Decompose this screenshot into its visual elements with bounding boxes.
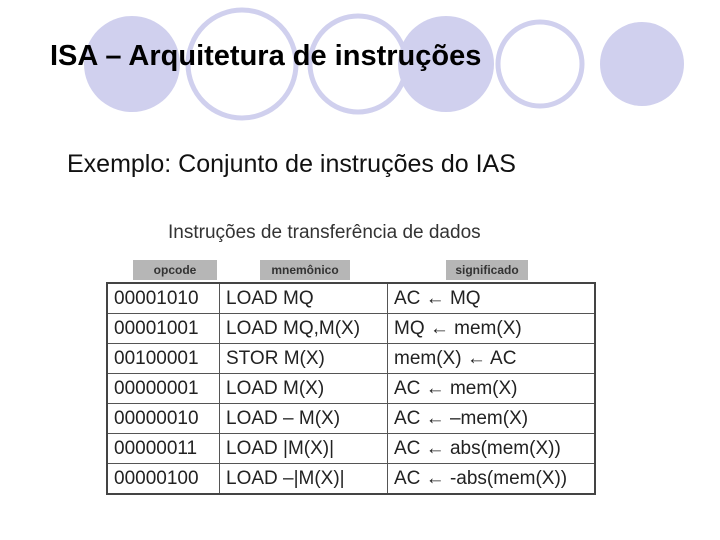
meaning-cell: AC ← -abs(mem(X)) <box>388 464 596 495</box>
instruction-table <box>106 282 596 495</box>
mnemonic-cell: LOAD MQ <box>220 283 388 314</box>
meaning-header: significado <box>446 260 528 280</box>
mnemonic-cell: LOAD |M(X)| <box>220 434 388 464</box>
meaning-cell: MQ ← mem(X) <box>388 314 596 344</box>
table-row <box>107 283 595 314</box>
opcode-cell: 00000010 <box>107 404 220 434</box>
decor-circle-outline <box>498 22 582 106</box>
figure-caption: Instruções de transferência de dados <box>168 222 481 243</box>
instruction-table-figure <box>106 218 600 500</box>
table-row <box>107 434 595 464</box>
table-row <box>107 314 595 344</box>
opcode-cell: 00001001 <box>107 314 220 344</box>
slide-subtitle: Exemplo: Conjunto de instruções do IAS <box>67 150 516 178</box>
meaning-cell: AC ← abs(mem(X)) <box>388 434 596 464</box>
opcode-cell: 00000001 <box>107 374 220 404</box>
meaning-cell: mem(X) ← AC <box>388 344 596 374</box>
table-row <box>107 374 595 404</box>
slide-title: ISA – Arquitetura de instruções <box>50 40 482 72</box>
meaning-cell: AC ← MQ <box>388 283 596 314</box>
table-row <box>107 464 595 495</box>
mnemonic-cell: LOAD M(X) <box>220 374 388 404</box>
mnemonic-cell: STOR M(X) <box>220 344 388 374</box>
table-row <box>107 344 595 374</box>
opcode-cell: 00000100 <box>107 464 220 495</box>
meaning-cell: AC ← –mem(X) <box>388 404 596 434</box>
mnemonic-cell: LOAD MQ,M(X) <box>220 314 388 344</box>
opcode-cell: 00000011 <box>107 434 220 464</box>
meaning-cell: AC ← mem(X) <box>388 374 596 404</box>
decor-circle-filled <box>600 22 684 106</box>
mnemonic-cell: LOAD – M(X) <box>220 404 388 434</box>
opcode-header: opcode <box>133 260 217 280</box>
opcode-cell: 00100001 <box>107 344 220 374</box>
opcode-cell: 00001010 <box>107 283 220 314</box>
mnemonic-cell: LOAD –|M(X)| <box>220 464 388 495</box>
mnemonic-header: mnemônico <box>260 260 350 280</box>
table-row <box>107 404 595 434</box>
